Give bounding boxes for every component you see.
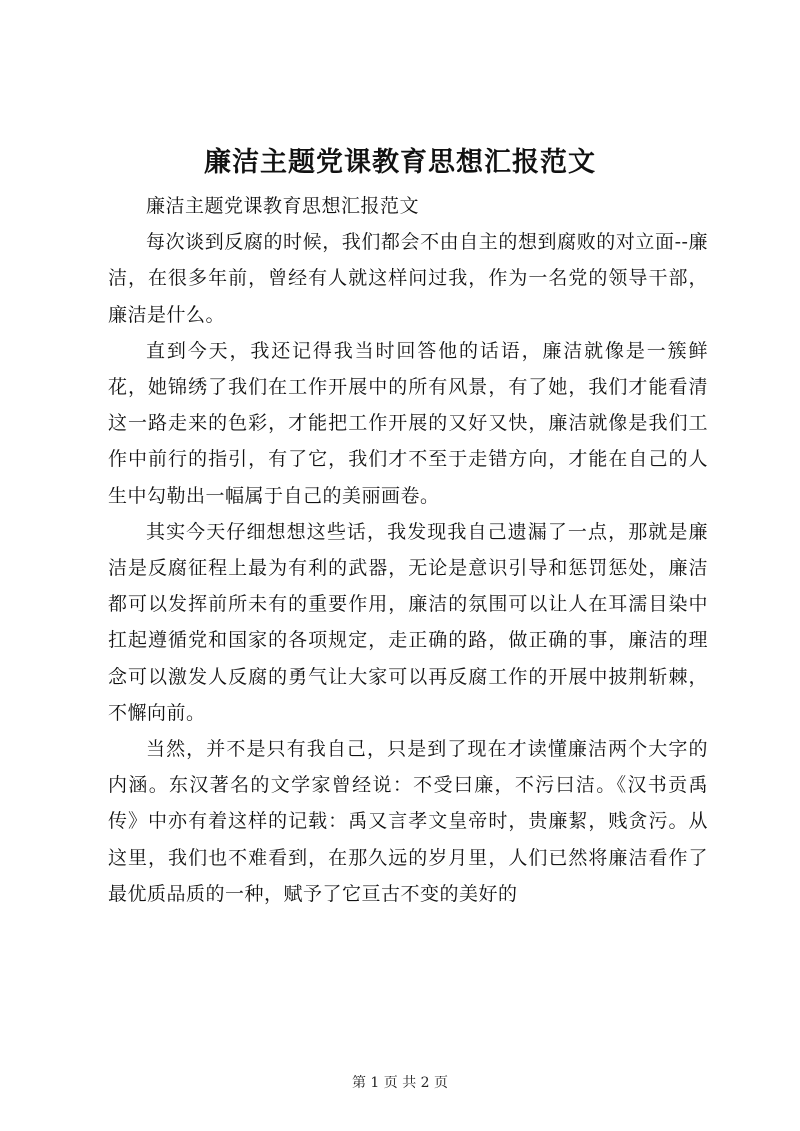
body-paragraph: 当然，并不是只有我自己，只是到了现在才读懂廉洁两个大字的内涵。东汉著名的文学家曾经说：不受曰廉，不污曰洁。《汉书贡禹传》中亦有着这样的记载：禹又言孝文皇帝时，贵廉絜，贱贪污。从这里，我们也不难看到，在那久远的岁月里，人们已然将廉洁看作了最优质品质的一种，赋予了它亘古不变的美好的: [108, 738, 708, 905]
body-paragraph: 直到今天，我还记得我当时回答他的话语，廉洁就像是一簇鲜花，她锦绣了我们在工作开展中的所有风景，有了她，我们才能看清这一路走来的色彩，才能把工作开展的又好又快，廉洁就像是我们工作中前行的指引，有了它，我们才不至于走错方向，才能在自己的人生中勾勒出一幅属于自己的美丽画卷。: [108, 339, 708, 507]
subtitle-paragraph: 廉洁主题党课教育思想汇报范文: [146, 195, 420, 217]
body-paragraph: 每次谈到反腐的时候，我们都会不由自主的想到腐败的对立面--廉洁，在很多年前，曾经有人就这样问过我，作为一名党的领导干部，廉洁是什么。: [108, 231, 708, 326]
document-title: 廉洁主题党课教育思想汇报范文: [204, 147, 596, 178]
page-footer: 第 1 页 共 2 页: [351, 1075, 449, 1091]
body-paragraph: 其实今天仔细想想这些话，我发现我自己遗漏了一点，那就是廉洁是反腐征程上最为有利的武器，无论是意识引导和惩罚惩处，廉洁都可以发挥前所未有的重要作用，廉洁的氛围可以让人在耳濡目染中扛起遵循党和国家的各项规定，走正确的路，做正确的事，廉洁的理念可以激发人反腐的勇气让大家可以再反腐工作的开展中披荆斩棘，不懈向前。: [108, 520, 708, 724]
document-body: [108, 188, 708, 912]
